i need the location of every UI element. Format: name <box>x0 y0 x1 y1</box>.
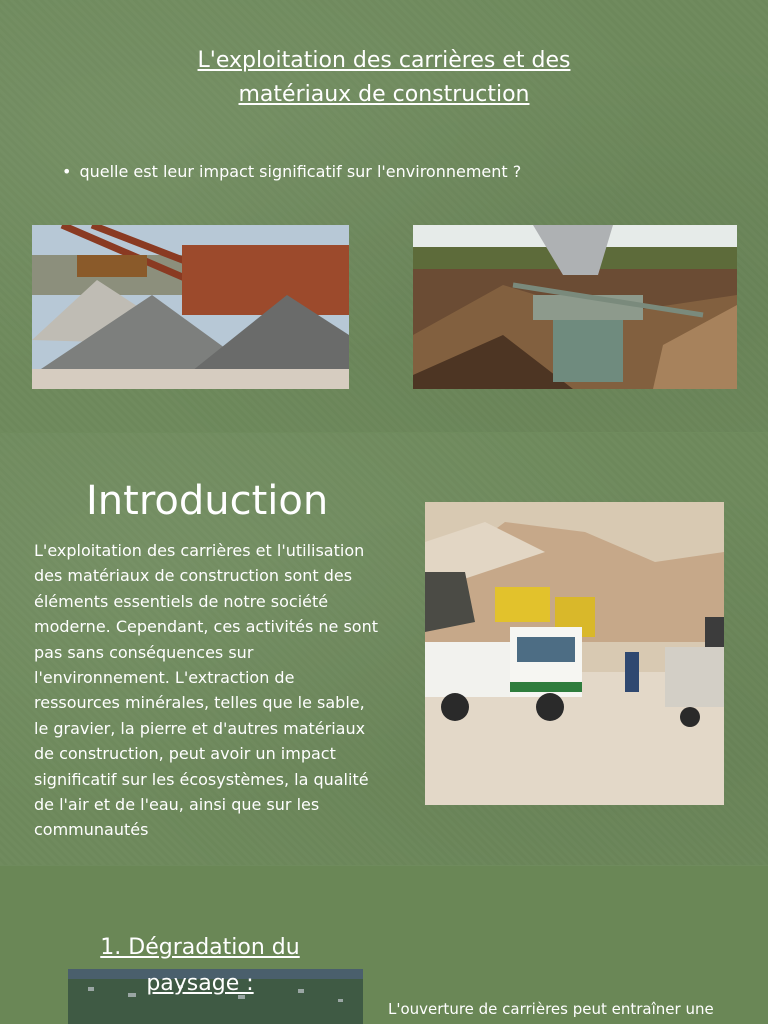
intro-body: L'exploitation des carrières et l'utilisation des matériaux de construction sont des éléments essentiels de notre société moderne. Cependant, ces activités ne sont pas sans conséquences sur l'environnement. L'extraction de ressources minérales, telles que le sable, le gravier, la pierre et d'autres matériaux de construction, peut avoir un impact significatif sur les écosystèmes, la qualité de l'air et de l'eau, ainsi que sur les communautés <box>34 541 378 840</box>
section-1-title: 1. Dégradation du paysage : <box>100 935 300 996</box>
quarry-machine-photo <box>413 225 737 389</box>
intro-title: Introduction <box>86 478 329 524</box>
section-1-body: L'ouverture de carrières peut entraîner une <box>388 1000 714 1018</box>
sand-trucks-photo <box>425 502 724 805</box>
slide-1 <box>0 0 768 432</box>
gravel-piles-photo <box>32 225 349 389</box>
slide-1-bullet: • quelle est leur impact significatif sur l'environnement ? <box>62 162 521 181</box>
slide-1-title: L'exploitation des carrières et des matériaux de construction <box>197 48 571 107</box>
